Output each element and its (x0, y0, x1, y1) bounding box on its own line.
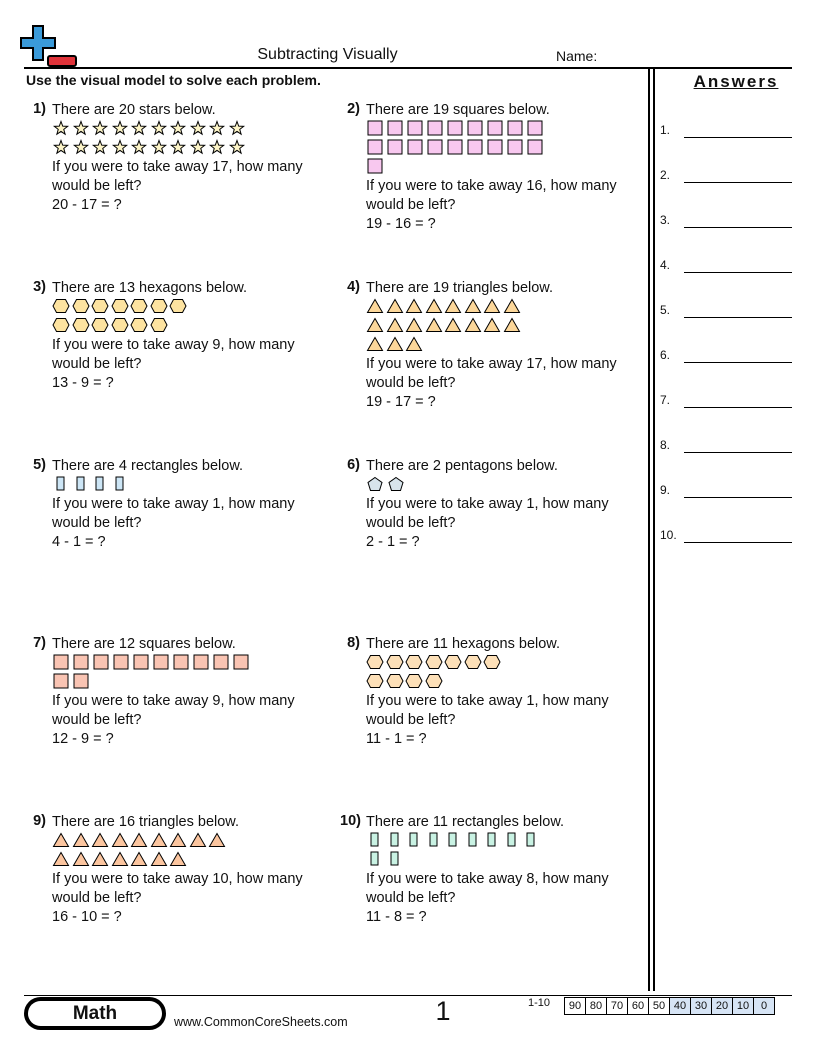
triangle-icon (169, 851, 187, 867)
score-cell: 10 (733, 998, 754, 1014)
triangle-icon (208, 832, 226, 848)
triangle-icon (72, 832, 90, 848)
name-label: Name: (556, 48, 598, 64)
shape-row (52, 851, 332, 870)
hexagon-icon (366, 654, 384, 670)
triangle-icon (150, 832, 168, 848)
shape-row (52, 654, 332, 673)
square-icon (466, 120, 484, 136)
problem-intro: There are 16 triangles below. (52, 814, 239, 830)
square-icon (132, 654, 150, 670)
answer-row (660, 393, 792, 413)
problem-question: If you were to take away 9, how many would be left? (52, 693, 295, 728)
answer-row (660, 213, 792, 233)
page-number: 1 (435, 996, 451, 1026)
triangle-icon (386, 298, 404, 314)
answer-blank[interactable] (684, 407, 792, 408)
triangle-icon (130, 851, 148, 867)
rectangle-icon (72, 476, 90, 492)
header-divider (24, 67, 792, 69)
answer-blank[interactable] (684, 362, 792, 363)
shape-row (366, 139, 646, 158)
answer-blank[interactable] (684, 137, 792, 138)
triangle-icon (366, 336, 384, 352)
triangle-icon (503, 298, 521, 314)
score-cell: 80 (586, 998, 607, 1014)
score-cell: 60 (628, 998, 649, 1014)
star-icon (189, 120, 207, 136)
problem-number: 10) (340, 813, 361, 829)
star-icon (189, 139, 207, 155)
star-icon (169, 139, 187, 155)
rectangle-icon (91, 476, 109, 492)
rectangle-icon (464, 832, 482, 848)
hexagon-icon (405, 673, 423, 689)
triangle-icon (111, 832, 129, 848)
score-cell: 40 (670, 998, 691, 1014)
problem-question: If you were to take away 1, how many would be left? (366, 496, 609, 531)
rectangle-icon (503, 832, 521, 848)
triangle-icon (111, 851, 129, 867)
problem-intro: There are 19 squares below. (366, 102, 550, 118)
subject-badge (24, 997, 166, 1030)
answer-row (660, 438, 792, 458)
problem-equation: 11 - 1 = ? (366, 731, 427, 747)
score-cell: 0 (754, 998, 774, 1014)
star-icon (111, 139, 129, 155)
problem-intro: There are 11 hexagons below. (366, 636, 561, 652)
triangle-icon (386, 336, 404, 352)
square-icon (192, 654, 210, 670)
problem-intro: There are 19 triangles below. (366, 280, 553, 296)
star-icon (52, 120, 70, 136)
problem-number: 7) (33, 635, 46, 651)
problem-number: 4) (347, 279, 360, 295)
answer-row (660, 168, 792, 188)
star-icon (130, 120, 148, 136)
triangle-icon (189, 832, 207, 848)
answer-number: 7. (660, 393, 671, 407)
square-icon (386, 139, 404, 155)
score-table (564, 997, 775, 1015)
triangle-icon (169, 832, 187, 848)
problem-number: 8) (347, 635, 360, 651)
triangle-icon (444, 298, 462, 314)
problem-question: If you were to take away 1, how many would be left? (52, 496, 295, 531)
shape-row (52, 139, 332, 158)
shape-row (52, 317, 332, 336)
problem-question: If you were to take away 17, how many would be left? (52, 159, 303, 194)
star-icon (228, 120, 246, 136)
hexagon-icon (150, 298, 168, 314)
instructions: Use the visual model to solve each problem. (26, 72, 321, 88)
answer-row (660, 528, 792, 548)
square-icon (212, 654, 230, 670)
answer-blank[interactable] (684, 497, 792, 498)
square-icon (232, 654, 250, 670)
triangle-icon (464, 298, 482, 314)
square-icon (366, 158, 384, 174)
hexagon-icon (91, 317, 109, 333)
triangle-icon (52, 832, 70, 848)
square-icon (506, 120, 524, 136)
shape-model (52, 832, 332, 870)
hexagon-icon (483, 654, 501, 670)
answer-number: 4. (660, 258, 671, 272)
answer-blank[interactable] (684, 227, 792, 228)
square-icon (386, 120, 404, 136)
problem-intro: There are 13 hexagons below. (52, 280, 248, 296)
problem-equation: 20 - 17 = ? (52, 197, 122, 213)
star-icon (91, 120, 109, 136)
triangle-icon (91, 851, 109, 867)
hexagon-icon (366, 673, 384, 689)
hexagon-icon (425, 654, 443, 670)
square-icon (426, 139, 444, 155)
problem-number: 6) (347, 457, 360, 473)
shape-row (52, 298, 332, 317)
subject-label: Math (28, 1001, 162, 1026)
answer-blank[interactable] (684, 272, 792, 273)
problem-equation: 13 - 9 = ? (52, 375, 114, 391)
hexagon-icon (52, 317, 70, 333)
problem-number: 1) (33, 101, 46, 117)
triangle-icon (464, 317, 482, 333)
square-icon (112, 654, 130, 670)
problem-question: If you were to take away 17, how many would be left? (366, 356, 617, 391)
rectangle-icon (386, 832, 404, 848)
problem-question: If you were to take away 10, how many would be left? (52, 871, 303, 906)
hexagon-icon (130, 298, 148, 314)
pentagon-icon (366, 476, 384, 492)
rectangle-icon (366, 851, 384, 867)
hexagon-icon (405, 654, 423, 670)
square-icon (406, 139, 424, 155)
shape-model (52, 120, 332, 158)
square-icon (526, 139, 544, 155)
star-icon (72, 120, 90, 136)
shape-row (366, 673, 646, 692)
square-icon (486, 120, 504, 136)
problem-number: 3) (33, 279, 46, 295)
score-cell: 20 (712, 998, 733, 1014)
answer-blank[interactable] (684, 317, 792, 318)
hexagon-icon (386, 673, 404, 689)
shape-model (52, 476, 332, 495)
answer-number: 1. (660, 123, 671, 137)
problem-number: 2) (347, 101, 360, 117)
triangle-icon (366, 298, 384, 314)
triangle-icon (483, 317, 501, 333)
problem-question: If you were to take away 9, how many would be left? (52, 337, 295, 372)
problem-equation: 16 - 10 = ? (52, 909, 122, 925)
star-icon (130, 139, 148, 155)
score-cell: 50 (649, 998, 670, 1014)
shape-model (366, 476, 646, 495)
square-icon (152, 654, 170, 670)
answer-number: 5. (660, 303, 671, 317)
shape-row (366, 158, 646, 177)
answer-row (660, 483, 792, 503)
square-icon (92, 654, 110, 670)
hexagon-icon (72, 298, 90, 314)
square-icon (526, 120, 544, 136)
answer-number: 2. (660, 168, 671, 182)
answer-number: 8. (660, 438, 671, 452)
answer-row (660, 303, 792, 323)
triangle-icon (405, 298, 423, 314)
triangle-icon (483, 298, 501, 314)
problem-question: If you were to take away 16, how many would be left? (366, 178, 617, 213)
answer-blank[interactable] (684, 452, 792, 453)
shape-row (52, 832, 332, 851)
rectangle-icon (522, 832, 540, 848)
shape-row (366, 317, 646, 336)
hexagon-icon (52, 298, 70, 314)
triangle-icon (425, 298, 443, 314)
answer-blank[interactable] (684, 182, 792, 183)
triangle-icon (150, 851, 168, 867)
problem-number: 5) (33, 457, 46, 473)
website-link[interactable]: www.CommonCoreSheets.com (174, 1015, 348, 1029)
shape-model (52, 654, 332, 692)
triangle-icon (366, 317, 384, 333)
score-cell: 70 (607, 998, 628, 1014)
answer-row (660, 258, 792, 278)
square-icon (366, 139, 384, 155)
square-icon (366, 120, 384, 136)
hexagon-icon (425, 673, 443, 689)
hexagon-icon (464, 654, 482, 670)
answer-row (660, 123, 792, 143)
triangle-icon (130, 832, 148, 848)
score-range-label: 1-10 (528, 997, 551, 1009)
hexagon-icon (111, 298, 129, 314)
problem-equation: 4 - 1 = ? (52, 534, 106, 550)
hexagon-icon (91, 298, 109, 314)
shape-row (366, 851, 646, 870)
shape-row (366, 476, 646, 495)
hexagon-icon (111, 317, 129, 333)
square-icon (426, 120, 444, 136)
rectangle-icon (366, 832, 384, 848)
problem-question: If you were to take away 8, how many would be left? (366, 871, 609, 906)
star-icon (228, 139, 246, 155)
shape-row (52, 673, 332, 692)
shape-model (366, 654, 646, 692)
problem-equation: 11 - 8 = ? (366, 909, 427, 925)
star-icon (91, 139, 109, 155)
worksheet-title: Subtracting Visually (257, 46, 398, 63)
problem-equation: 19 - 16 = ? (366, 216, 436, 232)
rectangle-icon (444, 832, 462, 848)
square-icon (172, 654, 190, 670)
star-icon (208, 120, 226, 136)
triangle-icon (405, 317, 423, 333)
triangle-icon (503, 317, 521, 333)
score-cell: 30 (691, 998, 712, 1014)
star-icon (208, 139, 226, 155)
rectangle-icon (425, 832, 443, 848)
triangle-icon (72, 851, 90, 867)
rectangle-icon (111, 476, 129, 492)
problem-equation: 12 - 9 = ? (52, 731, 114, 747)
star-icon (169, 120, 187, 136)
rectangle-icon (386, 851, 404, 867)
shape-row (52, 120, 332, 139)
pentagon-icon (387, 476, 405, 492)
hexagon-icon (169, 298, 187, 314)
square-icon (466, 139, 484, 155)
triangle-icon (91, 832, 109, 848)
answer-number: 6. (660, 348, 671, 362)
problem-equation: 19 - 17 = ? (366, 394, 436, 410)
shape-row (366, 336, 646, 355)
square-icon (52, 654, 70, 670)
square-icon (446, 139, 464, 155)
shape-model (366, 120, 646, 177)
triangle-icon (405, 336, 423, 352)
star-icon (72, 139, 90, 155)
answer-divider-left (648, 67, 650, 991)
shape-row (52, 476, 332, 495)
answers-heading: Answers (693, 72, 779, 91)
triangle-icon (386, 317, 404, 333)
problem-question: If you were to take away 1, how many would be left? (366, 693, 609, 728)
answer-number: 3. (660, 213, 671, 227)
hexagon-icon (444, 654, 462, 670)
plus-minus-logo-icon (20, 24, 80, 73)
answer-row (660, 348, 792, 368)
problem-intro: There are 4 rectangles below. (52, 458, 244, 474)
triangle-icon (52, 851, 70, 867)
star-icon (52, 139, 70, 155)
star-icon (150, 120, 168, 136)
square-icon (506, 139, 524, 155)
square-icon (406, 120, 424, 136)
shape-row (366, 832, 646, 851)
problem-intro: There are 20 stars below. (52, 102, 216, 118)
rectangle-icon (52, 476, 70, 492)
hexagon-icon (386, 654, 404, 670)
shape-row (366, 120, 646, 139)
answer-divider-right (653, 67, 655, 991)
square-icon (446, 120, 464, 136)
square-icon (52, 673, 70, 689)
problem-number: 9) (33, 813, 46, 829)
answer-number: 10. (660, 528, 677, 542)
triangle-icon (425, 317, 443, 333)
problem-intro: There are 2 pentagons below. (366, 458, 558, 474)
answer-number: 9. (660, 483, 671, 497)
square-icon (486, 139, 504, 155)
problem-intro: There are 11 rectangles below. (366, 814, 565, 830)
problem-equation: 2 - 1 = ? (366, 534, 420, 550)
hexagon-icon (150, 317, 168, 333)
rectangle-icon (405, 832, 423, 848)
shape-model (366, 832, 646, 870)
hexagon-icon (130, 317, 148, 333)
answer-blank[interactable] (684, 542, 792, 543)
star-icon (150, 139, 168, 155)
problem-intro: There are 12 squares below. (52, 636, 236, 652)
shape-row (366, 654, 646, 673)
star-icon (111, 120, 129, 136)
hexagon-icon (72, 317, 90, 333)
shape-row (366, 298, 646, 317)
shape-model (366, 298, 646, 355)
square-icon (72, 654, 90, 670)
square-icon (72, 673, 90, 689)
score-cell: 90 (565, 998, 586, 1014)
shape-model (52, 298, 332, 336)
triangle-icon (444, 317, 462, 333)
rectangle-icon (483, 832, 501, 848)
